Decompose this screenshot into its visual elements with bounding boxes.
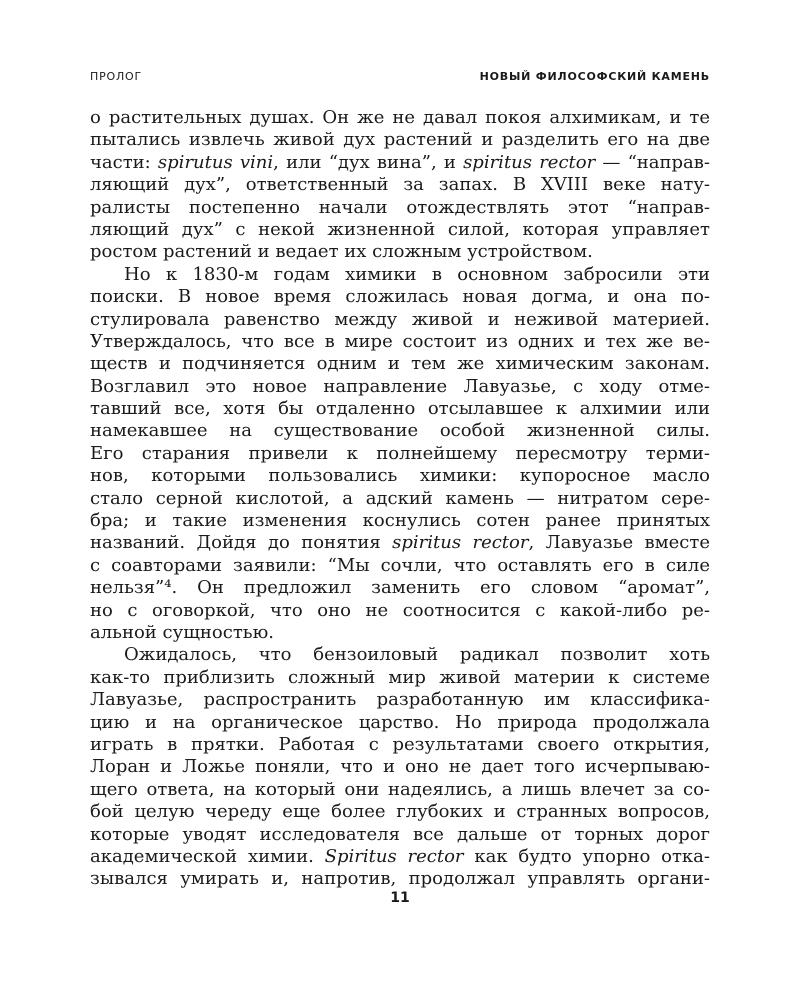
text-line: ляющий дух”, ответственный за запах. В XVIII веке нату- (90, 174, 710, 196)
text-line: которые уводят исследователя все дальше от торных дорог (90, 823, 710, 845)
text-line: намекавшее на существование особой жизненной силы. (90, 420, 710, 442)
text-line: Возглавил это новое направление Лавуазье, с ходу отме- (90, 375, 710, 397)
text-line: названий. Дойдя до понятия spiritus rector, Лавуазье вместе (90, 532, 710, 554)
text-line: о растительных душах. Он же не давал покоя алхимикам, и те (90, 107, 710, 128)
text-line: части: spirutus vini, или “дух вина”, и spiritus rector — “направ- (90, 151, 710, 173)
text-line: ществ и подчиняется одним и тем же химическим законам. (90, 353, 710, 375)
text-line: стало серной кислотой, а адский камень — нитратом сере- (90, 487, 710, 509)
text-line: Но к 1830-м годам химики в основном забросили эти (124, 263, 710, 285)
text-line: нельзя”⁴. Он предложил заменить его словом “аромат”, (90, 577, 710, 599)
section-title: ПРОЛОГ (90, 70, 143, 83)
chapter-title: НОВЫЙ ФИЛОСОФСКИЙ КАМЕНЬ (479, 70, 710, 83)
text-line: ляющий дух” с некой жизненной силой, которая управляет (90, 218, 710, 240)
text-line: ростом растений и ведает их сложным устройством. (90, 241, 593, 263)
text-line: Его старания привели к полнейшему пересмотру терми- (90, 442, 710, 464)
text-line: стулировала равенство между живой и неживой материей. (90, 308, 710, 330)
text-line: бра; и такие изменения коснулись сотен ранее принятых (90, 510, 710, 532)
text-line: альной сущностью. (90, 621, 274, 643)
text-line: нов, которыми пользовались химики: купоросное масло (90, 465, 710, 487)
text-line: Ожидалось, что бензоиловый радикал позволит хоть (124, 644, 710, 666)
text-line: зывался умирать и, напротив, продолжал управлять органи- (90, 868, 710, 890)
text-line: Лавуазье, распространить разработанную им классифика- (90, 689, 710, 711)
text-line: академической химии. Spiritus rector как будто упорно отка- (90, 845, 710, 867)
text-line: бой целую череду еще более глубоких и странных вопросов, (90, 801, 710, 823)
text-line: Утверждалось, что все в мире состоит из одних и тех же ве- (90, 330, 710, 352)
body-text (90, 107, 710, 891)
running-head (90, 70, 710, 86)
text-line: поиски. В новое время сложилась новая догма, и она по- (90, 286, 710, 308)
text-line: тавший все, хотя бы отдаленно отсылавшее к алхимии или (90, 398, 710, 420)
text-line: как-то приблизить сложный мир живой материи к системе (90, 666, 710, 688)
text-line: с соавторами заявили: “Мы сочли, что оставлять его в силе (90, 554, 710, 576)
text-line: ралисты постепенно начали отождествлять этот “направ- (90, 196, 710, 218)
text-line: щего ответа, на который они надеялись, а лишь влечет за со- (90, 778, 710, 800)
text-line: но с оговоркой, что оно не соотносится с какой-либо ре- (90, 599, 710, 621)
text-line: Лоран и Ложье поняли, что и оно не дает того исчерпываю- (90, 756, 710, 778)
text-line: играть в прятки. Работая с результатами своего открытия, (90, 733, 710, 755)
text-line: пытались извлечь живой дух растений и разделить его на две (90, 129, 710, 151)
text-line: цию и на органическое царство. Но природа продолжала (90, 711, 710, 733)
page-number: 11 (390, 890, 410, 906)
